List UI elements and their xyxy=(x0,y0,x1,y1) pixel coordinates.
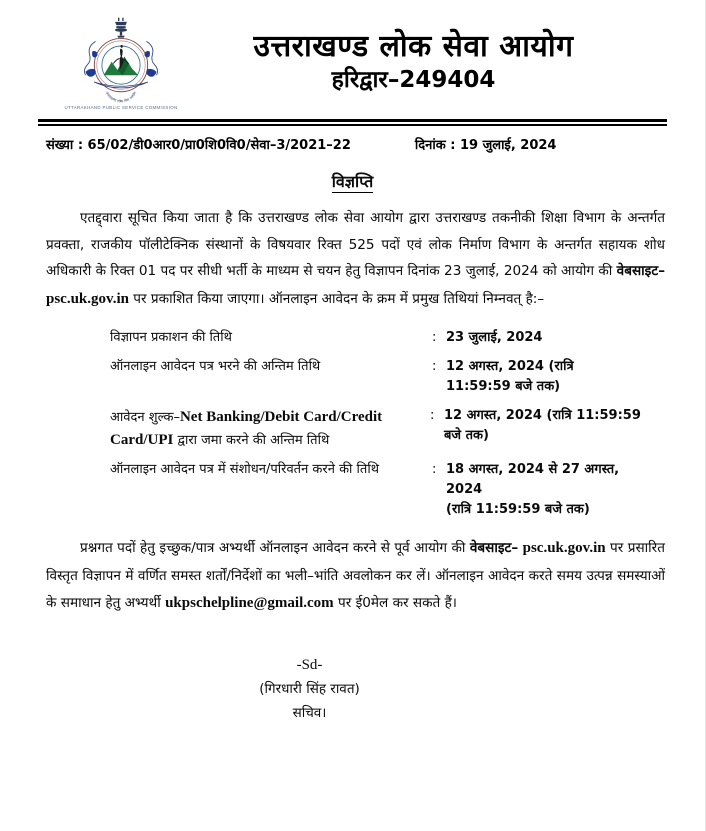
website-url-2[interactable]: psc.uk.gov.in xyxy=(522,539,606,556)
paragraph-instructions-part2: पर प्रसारित विस्तृत विज्ञापन में वर्णित समस्त शर्तों/निर्देशों का भली–भांति अवलोकन कर लें। ऑनलाइन आवेदन करते समय उत्पन्न समस्याओं के समाधान हेतु अभ्यर्थी xyxy=(46,539,665,612)
date-row xyxy=(110,406,641,451)
paragraph-instructions xyxy=(46,534,665,619)
paragraph-intro xyxy=(46,205,665,314)
paragraph-instructions-part3: पर ई0मेल कर सकते हैं। xyxy=(333,595,457,612)
uttarakhand-public-service-commission-emblem-icon xyxy=(69,16,173,104)
date-value xyxy=(444,406,641,446)
date-label-suffix: द्वारा जमा करने की अन्तिम तिथि xyxy=(173,432,330,448)
date-label: ऑनलाइन आवेदन पत्र भरने की अन्तिम तिथि xyxy=(110,358,321,374)
signatory-designation: सचिव। xyxy=(292,704,327,721)
website-label-1: वेबसाइट– xyxy=(616,263,665,279)
emblem-caption: UTTARAKHAND PUBLIC SERVICE COMMISSION xyxy=(64,105,178,110)
date-label: विज्ञापन प्रकाशन की तिथि xyxy=(110,329,232,345)
divider-rule-thick xyxy=(38,119,667,122)
date-colon: : xyxy=(432,329,437,345)
date-row xyxy=(110,460,641,520)
paragraph-intro-part1: एतद्द्वारा सूचित किया जाता है कि उत्तराखण्ड लोक सेवा आयोग द्वारा उत्तराखण्ड तकनीकी शिक्षा विभाग के अन्तर्गत प्रवक्ता, राजकीय पॉलीटेक्निक संस्थानों के विषयवार रिक्त 525 पदों एवं लोक निर्माण विभाग के अन्तर्गत सहायक शोध अधिकारी के रिक्त 01 पद पर सीधी भर्ती के माध्यम से चयन हेतु विज्ञापन दिनांक 23 जुलाई, 2024 को आयोग की xyxy=(46,210,665,279)
date-label xyxy=(110,406,430,451)
svg-text:उत्तराखण्ड लोक सेवा आयोग: उत्तराखण्ड लोक सेवा आयोग xyxy=(104,91,138,104)
date-value-text: 18 अगस्त, 2024 से 27 अगस्त, 2024 xyxy=(446,462,620,498)
important-dates-list xyxy=(110,328,641,521)
date-label-latin: Net Banking/Debit Card/Credit Card/UPI xyxy=(110,409,383,448)
header-divider xyxy=(38,119,667,126)
page-title xyxy=(0,170,705,192)
reference-line xyxy=(46,135,665,153)
date-value-text: 12 अगस्त, 2024 (रात्रि 11:59:59 बजे तक) xyxy=(444,408,641,444)
date-colon: : xyxy=(432,462,437,478)
signatory-name: (गिरधारी सिंह रावत) xyxy=(259,681,360,698)
date-value xyxy=(446,328,641,348)
date-label: ऑनलाइन आवेदन पत्र में संशोधन/परिवर्तन करने की तिथि xyxy=(110,462,380,478)
date-value-second-line: (रात्रि 11:59:59 बजे तक) xyxy=(446,502,590,518)
paragraph-instructions-part1: प्रश्नगत पदों हेतु इच्छुक/पात्र अभ्यर्थी ऑनलाइन आवेदन करने से पूर्व आयोग की xyxy=(80,539,470,556)
website-label-2: वेबसाइट– xyxy=(469,539,519,556)
page-title-text: विज्ञप्ति xyxy=(331,172,374,191)
date-value xyxy=(446,460,641,520)
divider-rule-thin xyxy=(38,124,667,126)
date-value-text: 23 जुलाई, 2024 xyxy=(446,329,543,345)
website-url-1[interactable]: psc.uk.gov.in xyxy=(46,290,129,307)
emblem-block xyxy=(46,16,196,110)
date-label-prefix: आवेदन शुल्क– xyxy=(110,410,180,426)
helpline-email[interactable]: ukpschelpline@gmail.com xyxy=(165,595,334,612)
date-row xyxy=(110,357,641,397)
reference-number: संख्या : 65/02/डी0आर0/प्रा0शि0वि0/सेवा–3/2021–22 xyxy=(46,138,351,153)
paragraph-intro-part2: पर प्रकाशित किया जाएगा। ऑनलाइन आवेदन के क्रम में प्रमुख तिथियां निम्नवत् है:– xyxy=(128,290,545,307)
signature-sd: -Sd- xyxy=(296,656,323,673)
date-value-text: 12 अगस्त, 2024 (रात्रि 11:59:59 बजे तक) xyxy=(446,358,574,395)
document-header xyxy=(0,0,705,110)
title-block xyxy=(182,29,645,95)
date-colon: : xyxy=(430,408,435,424)
document-body xyxy=(46,205,665,725)
date-colon: : xyxy=(432,358,437,374)
organization-address: हरिद्वार–249404 xyxy=(331,67,496,94)
date-row xyxy=(110,328,641,348)
organization-title: उत्तराखण्ड लोक सेवा आयोग xyxy=(253,29,574,64)
signature-block xyxy=(46,653,573,725)
reference-date: दिनांक : 19 जुलाई, 2024 xyxy=(414,138,557,153)
date-value xyxy=(446,357,641,397)
